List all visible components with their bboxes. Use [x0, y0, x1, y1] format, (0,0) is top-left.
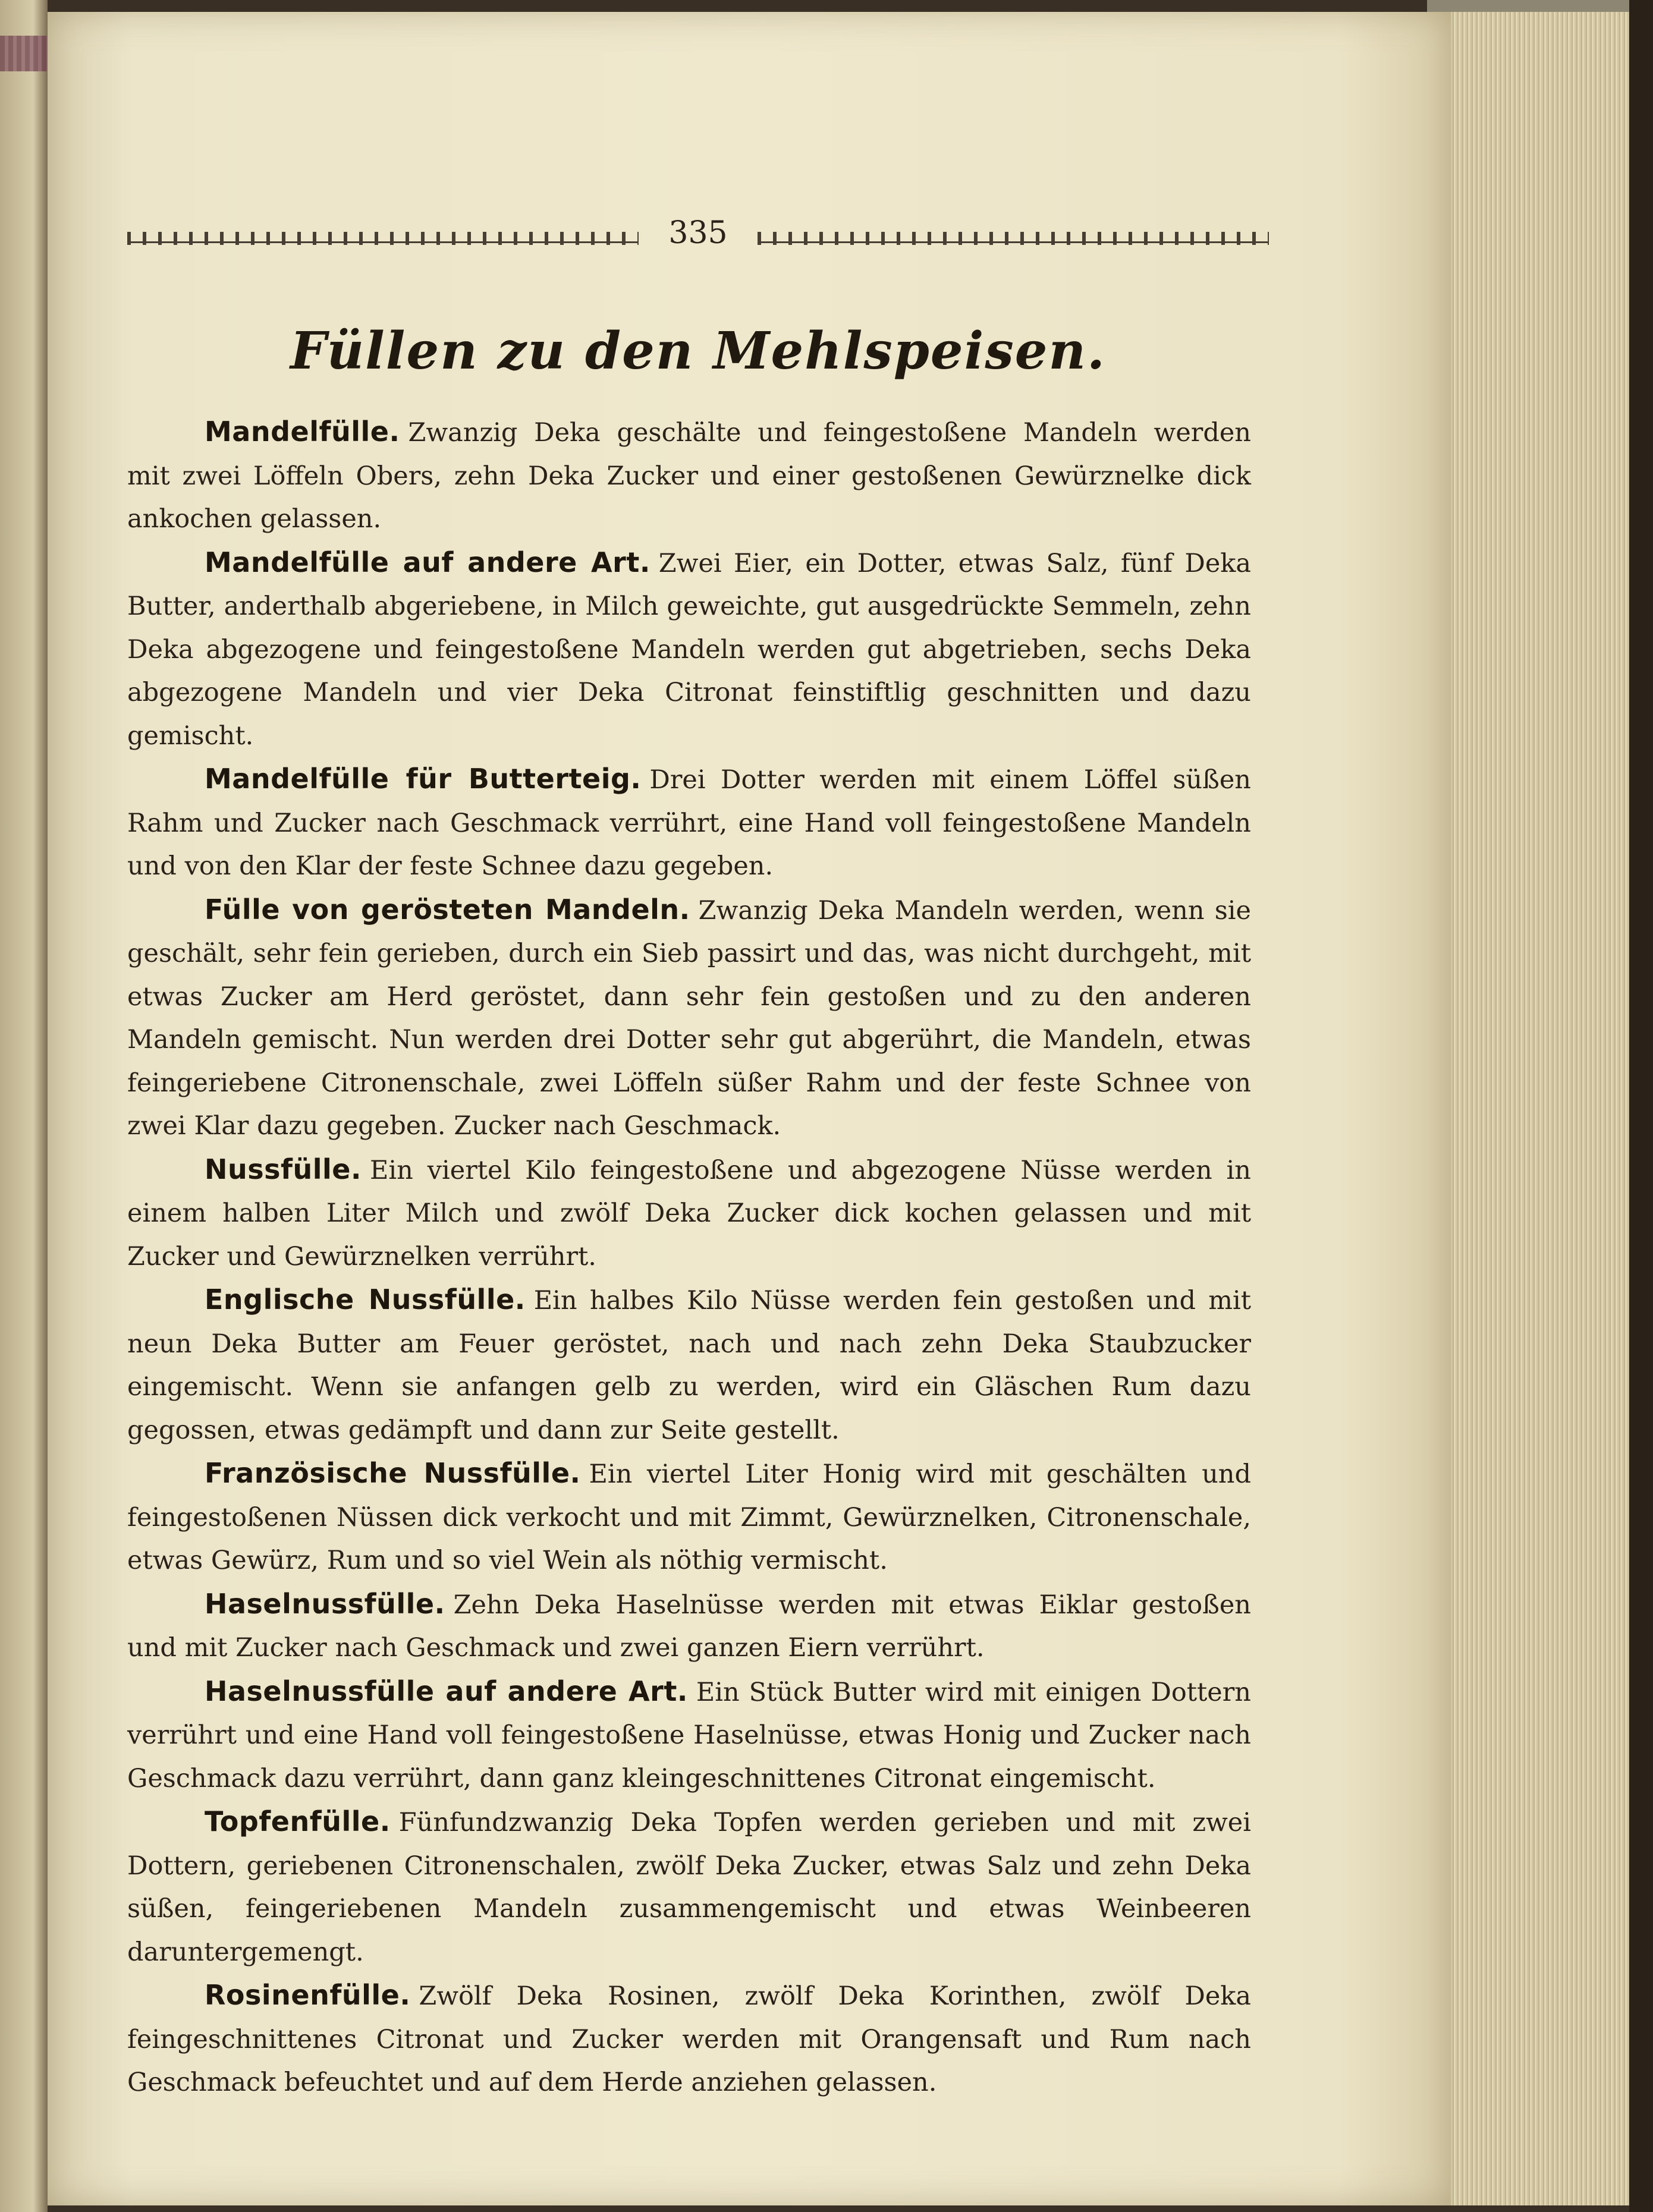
recipe-text: Zwei Eier, ein Dotter, etwas Salz, fünf Deka Butter, anderthalb abgeriebene, in Milch geweichte, gut ausgedrückte Semmeln, zehn Deka abgezogene und feingestoßene Mandeln werden gut abgetrieben, sechs Deka abgezogene Mandeln und vier Deka Citronat feinstiftlig geschnitten und dazu gemischt. [127, 548, 1251, 751]
recipe-heading: Rosinenfülle. [205, 1979, 411, 2011]
recipe-entry [127, 1278, 1251, 1452]
facing-page-edge [0, 0, 48, 2212]
background-shadow [1629, 0, 1653, 2212]
recipe-list [127, 410, 1251, 2104]
ornament-rule-left [127, 232, 639, 245]
recipe-heading: Topfenfülle. [205, 1805, 391, 1837]
recipe-heading: Fülle von gerösteten Mandeln. [205, 893, 690, 926]
page-block-edges [1451, 12, 1629, 2205]
recipe-heading: Mandelfülle. [205, 416, 400, 448]
recipe-entry [127, 1452, 1251, 1582]
recipe-text: Drei Dotter werden mit einem Löffel süßen Rahm und Zucker nach Geschmack verrührt, eine Hand voll feingestoßene Mandeln und von den Klar der feste Schnee dazu gegeben. [127, 765, 1251, 881]
recipe-entry [127, 1148, 1251, 1279]
ornament-rule-right [758, 232, 1269, 245]
recipe-heading: Haselnussfülle auf andere Art. [205, 1675, 688, 1707]
recipe-text: Ein Stück Butter wird mit einigen Dottern verrührt und eine Hand voll feingestoßene Haselnüsse, etwas Honig und Zucker nach Geschmack dazu verrührt, dann ganz kleingeschnittenes Citronat eingemischt. [127, 1677, 1252, 1793]
recipe-entry [127, 1582, 1251, 1670]
recipe-text: Ein halbes Kilo Nüsse werden fein gestoßen und mit neun Deka Butter am Feuer geröstet, nach und nach zehn Deka Staubzucker eingemischt. Wenn sie anfangen gelb zu werden, wird ein Gläschen Rum dazu gegossen, etwas gedämpft und dann zur Seite gestellt. [127, 1286, 1251, 1445]
recipe-heading: Mandelfülle auf andere Art. [205, 546, 650, 578]
recipe-entry [127, 888, 1251, 1148]
recipe-heading: Nussfülle. [205, 1153, 362, 1185]
recipe-entry [127, 410, 1251, 541]
recipe-text: Ein viertel Kilo feingestoßene und abgezogene Nüsse werden in einem halben Liter Milch und zwölf Deka Zucker dick kochen gelassen und mit Zucker und Gewürznelken verrührt. [127, 1155, 1251, 1272]
running-header [127, 214, 1269, 256]
recipe-text: Zwölf Deka Rosinen, zwölf Deka Korinthen, zwölf Deka feingeschnittenes Citronat und Zucker werden mit Orangensaft und Rum nach Geschmack befeuchtet und auf dem Herde anziehen gelassen. [127, 1981, 1251, 2097]
recipe-heading: Französische Nussfülle. [205, 1457, 581, 1489]
recipe-heading: Englische Nussfülle. [205, 1283, 526, 1316]
recipe-text: Ein viertel Liter Honig wird mit geschälten und feingestoßenen Nüssen dick verkocht und mit Zimmt, Gewürznelken, Citronenschale, etwas Gewürz, Rum und so viel Wein als nöthig vermischt. [127, 1459, 1251, 1575]
recipe-heading: Haselnussfülle. [205, 1587, 445, 1620]
page-title: Füllen zu den Mehlspeisen. [290, 321, 1106, 381]
recipe-text: Fünfundzwanzig Deka Topfen werden gerieben und mit zwei Dottern, geriebenen Citronenschalen, zwölf Deka Zucker, etwas Salz und zehn Deka süßen, feingeriebenen Mandeln zusammengemischt und etwas Weinbeeren daruntergemengt. [127, 1808, 1251, 1967]
recipe-entry [127, 1800, 1251, 1974]
page-number: 335 [668, 215, 728, 251]
recipe-entry [127, 1670, 1251, 1801]
recipe-entry [127, 757, 1251, 888]
recipe-text: Zwanzig Deka Mandeln werden, wenn sie geschält, sehr fein gerieben, durch ein Sieb passirt und das, was nicht durchgeht, mit etwas Zucker am Herd geröstet, dann sehr fein gestoßen und zu den anderen Mandeln gemischt. Nun werden drei Dotter sehr gut abgerührt, die Mandeln, etwas feingeriebene Citronenschale, zwei Löffeln süßer Rahm und der feste Schnee von zwei Klar dazu gegeben. Zucker nach Geschmack. [127, 895, 1251, 1141]
recipe-heading: Mandelfülle für Butterteig. [205, 763, 642, 795]
recipe-text: Zwanzig Deka geschälte und feingestoßene Mandeln werden mit zwei Löffeln Obers, zehn Deka Zucker und einer gestoßenen Gewürznelke dick ankochen gelassen. [127, 418, 1251, 534]
recipe-entry [127, 541, 1251, 758]
recipe-entry [127, 1974, 1251, 2104]
recipe-text: Zehn Deka Haselnüsse werden mit etwas Eiklar gestoßen und mit Zucker nach Geschmack und zwei ganzen Eiern verrührt. [127, 1590, 1251, 1663]
